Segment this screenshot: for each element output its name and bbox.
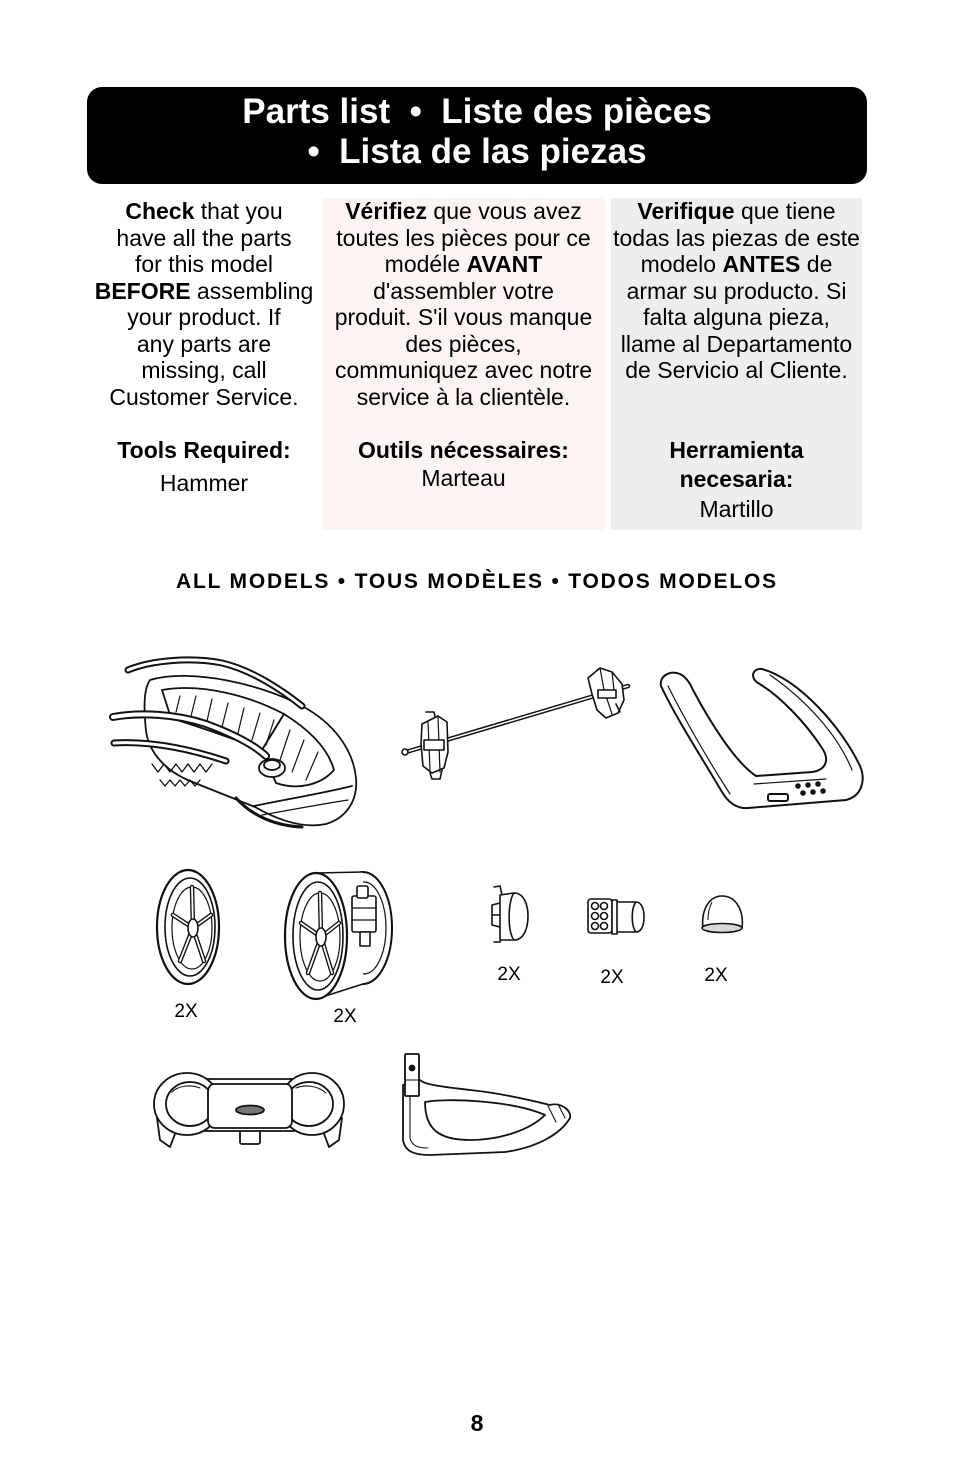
intro-line [322,251,605,278]
intro-line [322,198,605,225]
quantity-label: 2X [333,1006,357,1027]
intro-line: armar su producto. Si [626,277,847,304]
intro-bold: Verifique [637,198,735,224]
intro-bold: ANTES [722,251,801,277]
intro-line: for this model [134,251,274,277]
intro-line: toutes les pièces pour ce [336,224,591,251]
page-title-banner [87,87,867,184]
tools-required-heading: Outils nécessaires: [358,437,569,463]
english-column [88,198,320,530]
tools-required-heading [611,436,862,494]
english-intro [88,198,320,410]
quantity-label: 2X [704,965,728,986]
intro-line [88,278,320,305]
intro-line: falta alguna pieza, [643,304,830,330]
bumper-bar-illustration [661,669,863,808]
intro-text: modéle [384,251,467,277]
caster-wheel-illustration [285,872,392,999]
french-column [322,198,605,530]
intro-line [88,198,320,225]
page-title-line-2: • Lista de las piezas [307,132,647,171]
quantity-label: 2X [174,1001,198,1022]
intro-bold: BEFORE [94,277,191,304]
axle-illustration [402,668,628,779]
intro-line: missing, call [141,357,267,383]
spanish-intro [611,198,862,384]
page-number: 8 [470,1410,484,1436]
quantity-label: 2X [600,967,624,988]
dome-cap-illustration [702,896,742,933]
intro-line: communiquez avec notre [335,357,592,383]
tools-heading-line-2: necesaria: [679,466,794,492]
intro-line: d'assembler votre [373,277,554,304]
intro-text: assembling [190,277,314,304]
child-tray-illustration [403,1054,570,1155]
tools-heading-line-1: Herramienta [669,437,804,463]
connector-illustration [588,899,644,934]
spanish-column [611,198,862,530]
intro-line [611,198,862,225]
intro-line [611,251,862,278]
parent-tray-illustration [154,1073,344,1147]
intro-bold: Vérifiez [345,198,428,224]
parts-illustrations [0,640,954,1180]
quantity-label: 2X [497,964,521,985]
intro-text: que vous avez [427,198,582,224]
intro-line: llame al Departamento [620,330,853,357]
intro-bold: Check [125,198,195,224]
intro-line: de Servicio al Cliente. [625,357,848,383]
tools-required-value: Hammer [159,470,249,496]
intro-line: have all the parts [116,224,292,251]
intro-text: that you [194,198,283,224]
intro-bold: AVANT [466,251,543,277]
stroller-seat-illustration [113,660,356,827]
end-cap-illustration [492,886,528,942]
intro-line: todas las piezas de este [613,224,860,251]
intro-line: service à la clientèle. [356,383,571,410]
tools-required-heading: Tools Required: [117,437,291,463]
intro-line: any parts are [136,330,272,357]
all-models-heading: ALL MODELS • TOUS MODÈLES • TODOS MODELOS [176,570,778,593]
intro-text: modelo [640,251,723,277]
intro-line: des pièces, [405,330,522,357]
intro-text: que tiene [734,198,836,224]
french-intro [322,198,605,410]
intro-line: Customer Service. [109,383,299,410]
intro-line: produit. S'il vous manque [334,304,593,330]
intro-line: your product. If [127,304,281,330]
page-title-line-1: Parts list • Liste des pièces [242,92,712,131]
intro-text: de [800,251,833,277]
tools-required-value: Martillo [699,496,774,522]
tools-required-value: Marteau [421,465,506,491]
wheel-illustration [157,870,219,984]
